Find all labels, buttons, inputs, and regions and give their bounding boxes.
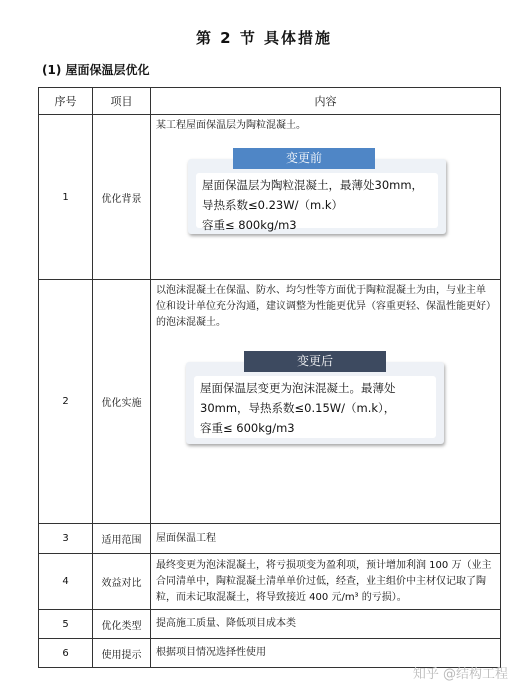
after-change-panel (186, 362, 444, 444)
row-content: 最终变更为泡沫混凝土，将亏损项变为盈利项，预计增加利润 100 万（业主合同清单中，陶粒混凝土清单单价过低，经查，业主组价中主材仅记取了陶粒，而未记取混凝土，将导致接近 400 元/m³ 的亏损）。 (151, 554, 501, 610)
watermark: 知乎 @结构工程 (412, 667, 508, 682)
section-title: 第 2 节 具体措施 (195, 29, 333, 47)
row-num: 3 (39, 524, 93, 554)
row-item: 优化背景 (93, 115, 151, 280)
row-content (151, 280, 501, 524)
row-content-text: 某工程屋面保温层为陶粒混凝土。 (156, 120, 306, 131)
row-num: 2 (39, 280, 93, 524)
row-item: 效益对比 (93, 554, 151, 610)
row-item: 优化类型 (93, 610, 151, 639)
row-content: 根据项目情况选择性使用 (151, 639, 501, 668)
row-item: 使用提示 (93, 639, 151, 668)
header-num: 序号 (39, 88, 93, 115)
row-content-text: 以泡沫混凝土在保温、防水、均匀性等方面优于陶粒混凝土为由，与业主单位和设计单位充分沟通，建议调整为性能更优异（容重更轻、保温性能更好）的泡沫混凝土。 (156, 285, 491, 328)
before-change-tag: 变更前 (233, 148, 375, 169)
table-row (39, 554, 501, 610)
after-line-1: 屋面保温层变更为泡沫混凝土。最薄处 (200, 381, 396, 395)
before-line-2: 导热系数≤0.23W/（m.k） (202, 198, 344, 212)
before-line-1: 屋面保温层为陶粒混凝土，最薄处30mm， (202, 178, 424, 192)
before-change-panel (188, 159, 446, 234)
table-row (39, 524, 501, 554)
row-num: 1 (39, 115, 93, 280)
row-num: 4 (39, 554, 93, 610)
row-item: 优化实施 (93, 280, 151, 524)
measures-table (38, 87, 501, 668)
row-item: 适用范围 (93, 524, 151, 554)
header-content: 内容 (151, 88, 501, 115)
before-line-3: 容重≤ 800kg/m3 (202, 218, 297, 232)
table-row (39, 115, 501, 280)
table-row (39, 280, 501, 524)
row-num: 6 (39, 639, 93, 668)
table-row (39, 610, 501, 639)
row-content: 屋面保温工程 (151, 524, 501, 554)
subsection-title: (1) 屋面保温层优化 (42, 63, 150, 77)
after-line-2: 30mm，导热系数≤0.15W/（m.k）， (200, 401, 396, 415)
row-content: 提高施工质量、降低项目成本类 (151, 610, 501, 639)
row-content (151, 115, 501, 280)
row-num: 5 (39, 610, 93, 639)
after-line-3: 容重≤ 600kg/m3 (200, 421, 295, 435)
after-change-text (194, 376, 436, 438)
table-header-row (39, 88, 501, 115)
after-change-tag: 变更后 (244, 351, 386, 372)
after-change-box (156, 351, 495, 451)
before-change-box (156, 148, 495, 244)
header-item: 项目 (93, 88, 151, 115)
before-change-text (196, 173, 438, 232)
